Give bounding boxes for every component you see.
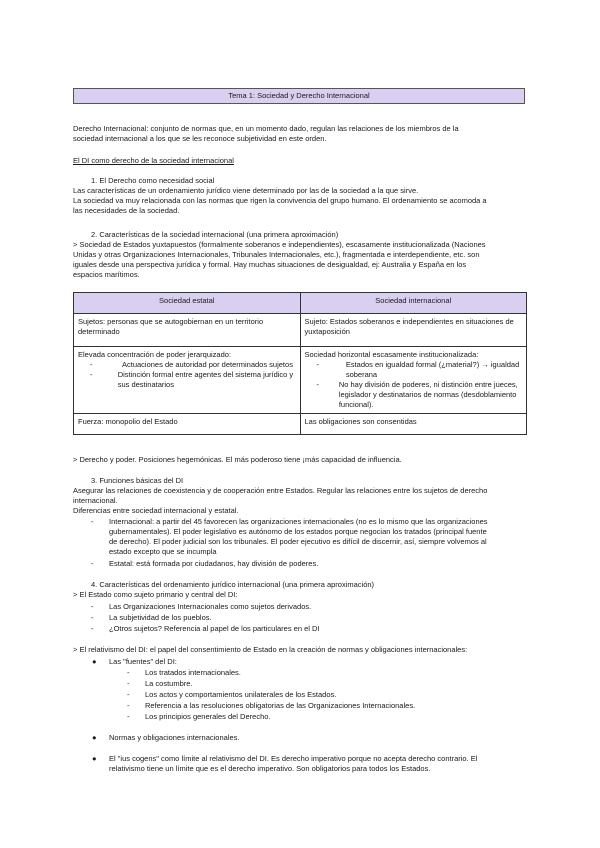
s3-item-line: Internacional: a partir del 45 favorecen las organizaciones internacionales (no es lo mismo que las organizaciones [109, 517, 488, 526]
s1-line: La sociedad va muy relacionada con las normas que rigen la convivencia del grupo humano. El ordenamiento se acomoda a [73, 196, 487, 205]
table-cell: Sujeto: Estados soberanos e independientes en situaciones de yuxtaposición [300, 314, 527, 347]
cell-item-text: No hay división de poderes, ni distinción entre jueces, legislador y destinatarios de normas (desdoblamiento funcional). [338, 380, 518, 409]
s2-line: espacios marítimos. [73, 270, 140, 279]
s3-item-internacional [109, 517, 488, 557]
table-cell: Fuerza: monopolio del Estado [74, 414, 301, 435]
bullet-icon: ● [92, 754, 97, 763]
table-cell: Las obligaciones son consentidas [300, 414, 527, 435]
s3-line: internacional. [73, 496, 118, 505]
dash-marker: - [90, 370, 93, 379]
s3-item-line: gubernamentales). El poder legislativo es autónomo de los estados porque negocian los tratados (principal fuente [109, 527, 487, 536]
bullet-icon: ● [92, 657, 97, 666]
comparison-table [73, 292, 527, 435]
dash-marker: - [127, 690, 130, 699]
s4-item: La subjetividad de los pueblos. [109, 613, 212, 622]
cell-intro: Elevada concentración de poder jerarquizado: [78, 350, 232, 359]
dash-marker: - [91, 559, 94, 568]
section-heading: El DI como derecho de la sociedad internacional [73, 156, 234, 165]
s5-bullet: Las "fuentes" del DI: [109, 657, 177, 666]
s1-line: Las características de un ordenamiento jurídico viene determinado por las de la sociedad a la que sirve. [73, 186, 419, 195]
s2-line: > Sociedad de Estados yuxtapuestos (formalmente soberanos e independientes), escasamente institucionalizada (Naciones [73, 240, 486, 249]
dash-marker: - [91, 624, 94, 633]
dash-marker: - [127, 679, 130, 688]
cell-item-text: Distinción formal entre agentes del sistema jurídico y sus destinatarios [117, 370, 294, 389]
s3-line: Asegurar las relaciones de coexistencia y de cooperación entre Estados. Regular las relaciones entre los sujetos de derecho [73, 486, 488, 495]
intro-line: sociedad internacional a los que se les reconoce subjetividad en este orden. [73, 134, 327, 143]
s3-item-line: estado excepto que se incumpla [109, 547, 217, 556]
s5-sub-item: La costumbre. [145, 679, 193, 688]
cell-item [78, 360, 296, 370]
cell-item [305, 360, 523, 380]
s3-line: Diferencias entre sociedad internacional y estatal. [73, 506, 239, 515]
s4-heading: 4. Características del ordenamiento jurídico internacional (una primera aproximación) [91, 580, 375, 589]
cell-item [78, 370, 296, 390]
s5-sub-item: Los principios generales del Derecho. [145, 712, 271, 721]
table-header-internacional: Sociedad internacional [300, 293, 527, 314]
intro-line: Derecho Internacional: conjunto de normas que, en un momento dado, regulan las relaciones de los miembros de la [73, 124, 459, 133]
s2-body [73, 240, 486, 280]
s1-line: las necesidades de la sociedad. [73, 206, 180, 215]
after-table-note: > Derecho y poder. Posiciones hegemónicas. El más poderoso tiene ¡más capacidad de influencia. [73, 455, 402, 464]
dash-marker: - [316, 380, 319, 389]
s4-lead: > El Estado como sujeto primario y central del DI: [73, 590, 238, 599]
s1-body [73, 186, 487, 216]
document-title: Tema 1: Sociedad y Derecho Internacional [73, 88, 525, 104]
s2-line: iguales desde una perspectiva jurídica y formal. Hay muchas situaciones de desigualdad, ej: Australia y España en los [73, 260, 467, 269]
cell-item-text: Actuaciones de autoridad por determinados sujetos [122, 360, 293, 369]
s4-item: Las Organizaciones Internacionales como sujetos derivados. [109, 602, 312, 611]
s2-line: Unidas y otras Organizaciones Internacionales, Tribunales Internacionales, etc.), fragmentada e interdependiente, etc. son [73, 250, 480, 259]
table-header-estatal: Sociedad estatal [74, 293, 301, 314]
s5-sub-item: Los actos y comportamientos unilaterales de los Estados. [145, 690, 337, 699]
s2-heading: 2. Características de la sociedad internacional (una primera aproximación) [91, 230, 339, 239]
s1-heading: 1. El Derecho como necesidad social [91, 176, 215, 185]
s3-body [73, 486, 487, 516]
s3-heading: 3. Funciones básicas del DI [91, 476, 184, 485]
s5-bullet: Normas y obligaciones internacionales. [109, 733, 240, 742]
s5-sub-item: Los tratados internacionales. [145, 668, 241, 677]
table-cell [300, 347, 527, 414]
dash-marker: - [127, 712, 130, 721]
s5-bullet-line: relativismo tiene un límite que es el derecho imperativo. Son obligatorios para todos los Estados. [109, 764, 431, 773]
dash-marker: - [127, 668, 130, 677]
cell-intro: Sociedad horizontal escasamente institucionalizada: [304, 350, 479, 359]
table-cell: Sujetos: personas que se autogobiernan en un territorio determinado [74, 314, 301, 347]
s5-lead: > El relativismo del DI: el papel del consentimiento de Estado en la creación de normas y obligaciones internacionales: [73, 645, 468, 654]
dash-marker: - [316, 360, 319, 369]
dash-marker: - [127, 701, 130, 710]
intro-paragraph [73, 124, 459, 144]
cell-item-text: Estados en igualdad formal (¿material?) → igualdad soberana [345, 360, 520, 379]
dash-marker: - [91, 517, 94, 526]
bullet-icon: ● [92, 733, 97, 742]
s5-sub-item: Referencia a las resoluciones obligatorias de las Organizaciones Internacionales. [145, 701, 416, 710]
s3-item-estatal: Estatal: está formada por ciudadanos, hay división de poderes. [109, 559, 319, 568]
s4-item: ¿Otros sujetos? Referencia al papel de los particulares en el DI [109, 624, 320, 633]
s3-item-line: de derecho). El poder judicial son los tribunales. El poder ejecutivo es difícil de discernir, así, siempre volvemos al [109, 537, 487, 546]
s5-bullet-line: El "ius cogens" como límite al relativismo del DI. Es derecho imperativo porque no acepta derecho contrario. El [109, 754, 478, 763]
s5-bullet-ius-cogens [109, 754, 477, 774]
cell-item [305, 380, 523, 410]
dash-marker: - [91, 613, 94, 622]
table-cell [74, 347, 301, 414]
dash-marker: - [91, 602, 94, 611]
dash-marker: - [90, 360, 93, 369]
